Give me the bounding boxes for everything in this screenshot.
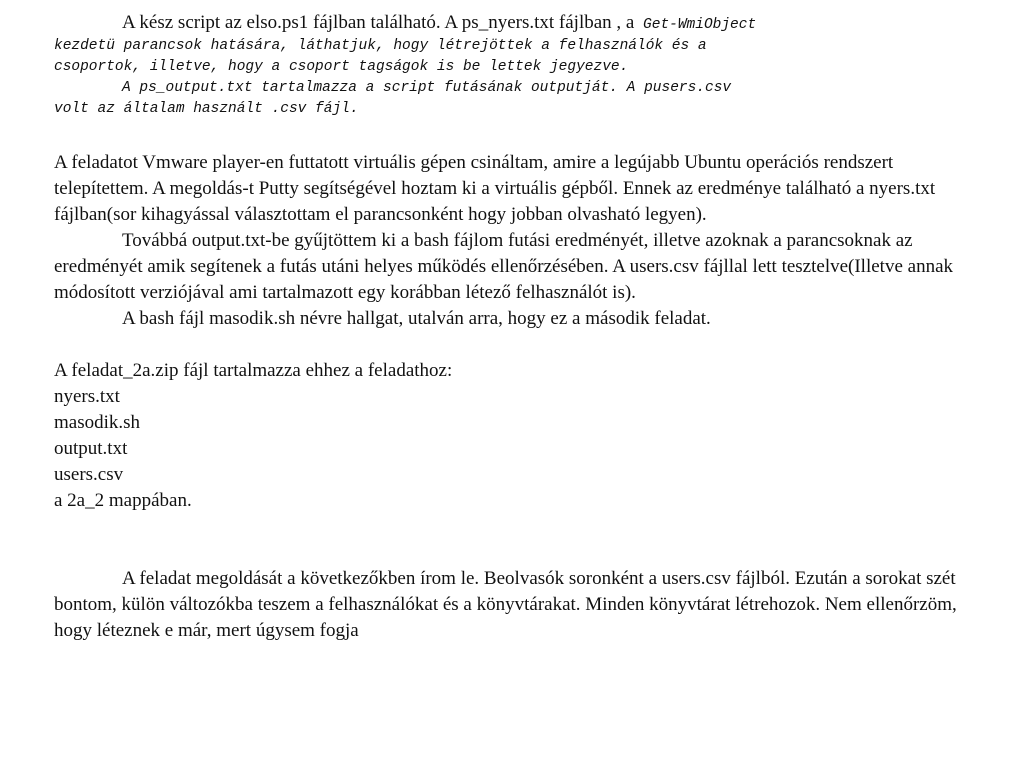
file-list-item: users.csv bbox=[54, 464, 124, 485]
paragraph-bash-text: A bash fájl masodik.sh névre hallgat, utalván arra, hogy ez a második feladat. bbox=[122, 308, 711, 329]
paragraph-solution bbox=[54, 566, 974, 644]
paragraph-vm: A feladatot Vmware player-en futtatott virtuális gépen csináltam, amire a legújabb Ubuntu operációs rendszert telepítettem. A megoldás-t Putty segítségével hoztam ki a virtuális gépből. Ennek az eredménye található a nyers.txt fájlban(sor kihagyással választottam el parancsonként hogy jobban olvasható legyen). bbox=[54, 152, 936, 225]
zip-footer: a 2a_2 mappában. bbox=[54, 490, 192, 511]
paragraph-output-text: Továbbá output.txt-be gyűjtöttem ki a bash fájlom futási eredményét, illetve azoknak a parancsoknak az eredményét amik segítenek a futás utáni helyes működés ellenőrzésében. A users.csv fájllal lett tesztelve(Illetve annak módosított verziójával ami tartalmazott egy korábban létező felhasználót is). bbox=[54, 230, 954, 303]
zip-section bbox=[54, 358, 974, 514]
paragraph-output bbox=[54, 228, 974, 306]
intro-line-2: kezdetü parancsok hatására, láthatjuk, hogy létrejöttek a felhasználók és a bbox=[54, 38, 707, 54]
file-list-item: masodik.sh bbox=[54, 412, 141, 433]
paragraph-bash bbox=[54, 306, 974, 332]
file-list bbox=[54, 384, 974, 488]
document-page bbox=[54, 12, 974, 644]
intro-line-3: csoportok, illetve, hogy a csoport tagságok is be lettek jegyezve. bbox=[54, 59, 629, 75]
file-list-item: output.txt bbox=[54, 438, 128, 459]
intro-line-1-serif: A kész script az elso.ps1 fájlban található. A ps_nyers.txt fájlban , a bbox=[122, 12, 635, 33]
intro-line-4-text: A ps_output.txt tartalmazza a script futásának outputját. A pusers.csv bbox=[122, 80, 732, 96]
intro-block bbox=[54, 12, 974, 120]
intro-line-5: volt az általam használt .csv fájl. bbox=[54, 101, 359, 117]
file-list-item: nyers.txt bbox=[54, 386, 120, 407]
intro-line-1 bbox=[54, 12, 974, 36]
intro-line-4 bbox=[54, 78, 974, 99]
paragraph-solution-text: A feladat megoldását a következőkben írom le. Beolvasók soronként a users.csv fájlból. Ezután a sorokat szét bontom, külön változókba teszem a felhasználókat és a könyvtárakat. Minden könyvtárat létrehozok. Nem ellenőrzöm, hogy léteznek e már, mert úgysem fogja bbox=[54, 568, 957, 641]
zip-heading: A feladat_2a.zip fájl tartalmazza ehhez a feladathoz: bbox=[54, 360, 453, 381]
intro-line-1-code: Get-WmiObject bbox=[634, 17, 757, 33]
